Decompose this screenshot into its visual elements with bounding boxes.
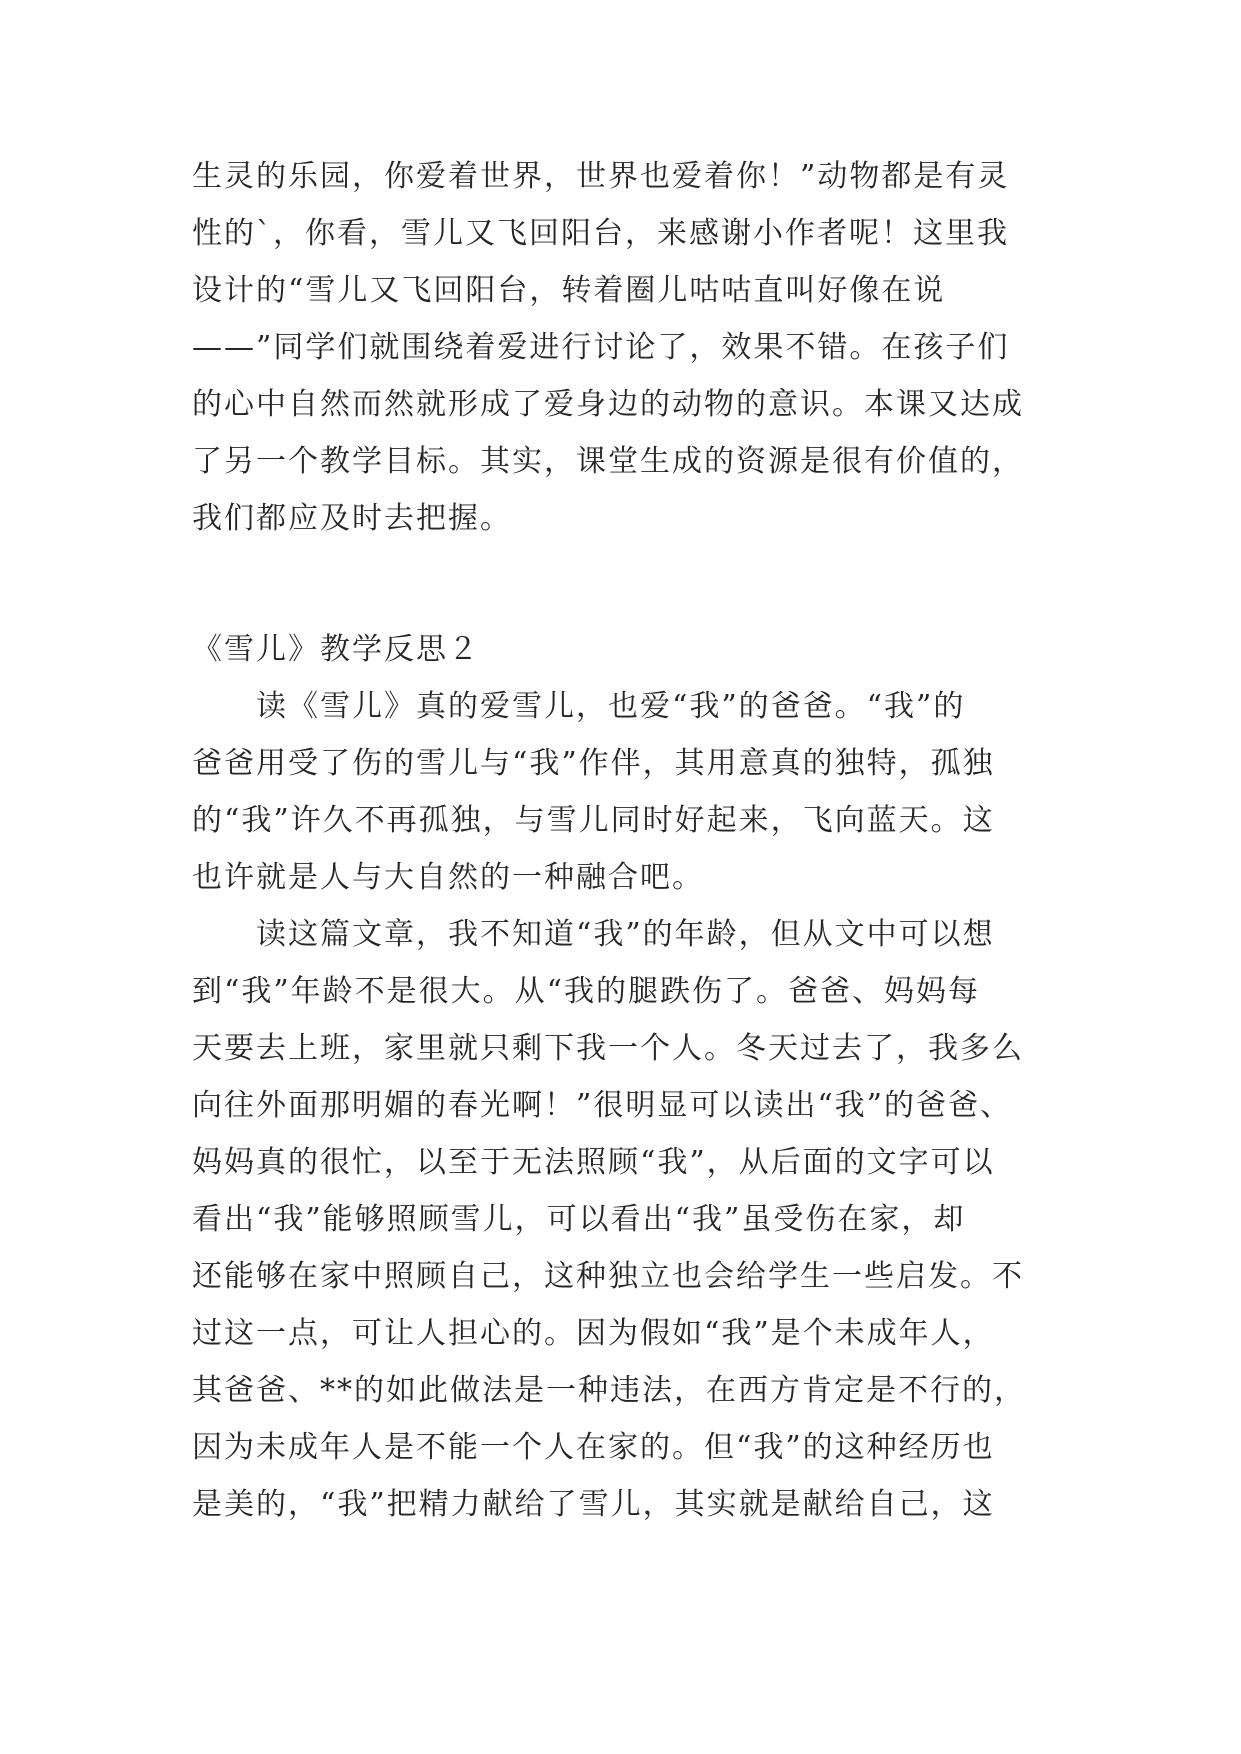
text-line: 生灵的乐园，你爱着世界，世界也爱着你！”动物都是有灵 [192,159,1010,194]
paragraph-1 [192,678,1072,906]
text-line: 还能够在家中照顾自己，这种独立也会给学生一些启发。不 [192,1259,1024,1294]
text-line: 看出“我”能够照顾雪儿，可以看出“我”虽受伤在家，却 [192,1202,966,1237]
section-title: 《雪儿》教学反思２ [192,632,480,667]
text-line: 读《雪儿》真的爱雪儿，也爱“我”的爸爸。“我”的 [192,689,966,724]
text-line: 向往外面那明媚的春光啊！”很明显可以读出“我”的爸爸、 [192,1088,1013,1123]
text-line: 到“我”年龄不是很大。从“我的腿跌伤了。爸爸、妈妈每 [192,974,981,1009]
text-line: 是美的，“我”把精力献给了雪儿，其实就是献给自己，这 [192,1487,995,1522]
text-line: 也许就是人与大自然的一种融合吧。 [192,860,704,895]
text-line: ——”同学们就围绕着爱进行讨论了，效果不错。在孩子们 [192,330,1010,365]
text-line: 的“我”许久不再孤独，与雪儿同时好起来，飞向蓝天。这 [192,803,995,838]
text-line: 的心中自然而然就形成了爱身边的动物的意识。本课又达成 [192,387,1024,422]
text-line: 妈妈真的很忙，以至于无法照顾“我”，从后面的文字可以 [192,1145,995,1180]
text-line: 设计的“雪儿又飞回阳台，转着圈儿咕咕直叫好像在说 [192,273,946,308]
text-line: 天要去上班，家里就只剩下我一个人。冬天过去了，我多么 [192,1031,1024,1066]
text-line: 读这篇文章，我不知道“我”的年龄，但从文中可以想 [192,917,995,952]
text-line: 其爸爸、**的如此做法是一种违法，在西方肯定是不行的， [192,1373,1026,1408]
text-line: 性的`，你看，雪儿又飞回阳台，来感谢小作者呢！这里我 [192,216,1009,251]
text-line: 了另一个教学目标。其实，课堂生成的资源是很有价值的， [192,444,1024,479]
document-body [192,148,1072,1533]
text-line: 爸爸用受了伤的雪儿与“我”作伴，其用意真的独特，孤独 [192,746,995,781]
text-line: 过这一点，可让人担心的。因为假如“我”是个未成年人， [192,1316,995,1351]
text-line: 我们都应及时去把握。 [192,501,512,536]
paragraph-2 [192,906,1072,1533]
text-line: 因为未成年人是不能一个人在家的。但“我”的这种经历也 [192,1430,995,1465]
intro-paragraph [192,148,1072,547]
